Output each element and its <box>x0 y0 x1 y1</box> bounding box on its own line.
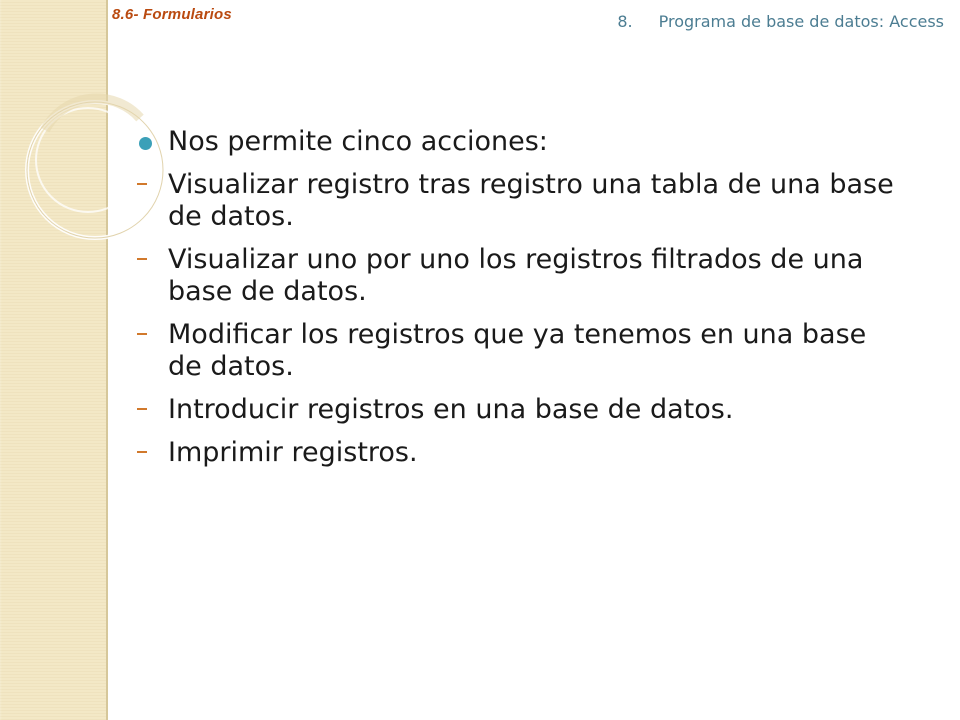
list-item-text: Modificar los registros que ya tenemos en una base de datos. <box>168 319 867 382</box>
chapter-title <box>617 12 944 31</box>
list-item <box>135 169 895 233</box>
dash-bullet-icon <box>137 183 147 185</box>
list-item <box>135 244 895 308</box>
list-item-text: Visualizar registro tras registro una tabla de una base de datos. <box>168 169 894 232</box>
bullet-dot-icon <box>139 137 152 150</box>
list-item-text: Imprimir registros. <box>168 437 418 468</box>
section-tag: 8.6- Formularios <box>112 6 232 23</box>
dash-bullet-icon <box>137 258 147 260</box>
list-item-text: Introducir registros en una base de datos. <box>168 394 734 425</box>
chapter-title-text: Programa de base de datos: Access <box>658 12 944 31</box>
intro-text: Nos permite cinco acciones: <box>168 126 548 157</box>
list-item <box>135 437 895 469</box>
dash-bullet-icon <box>137 408 147 410</box>
slide-content <box>135 126 895 480</box>
chapter-number: 8. <box>617 12 633 31</box>
list-item <box>135 319 895 383</box>
list-item-text: Visualizar uno por uno los registros filtrados de una base de datos. <box>168 244 864 307</box>
list-item <box>135 394 895 426</box>
intro-bullet <box>135 126 895 158</box>
dash-bullet-icon <box>137 451 147 453</box>
dash-bullet-icon <box>137 333 147 335</box>
